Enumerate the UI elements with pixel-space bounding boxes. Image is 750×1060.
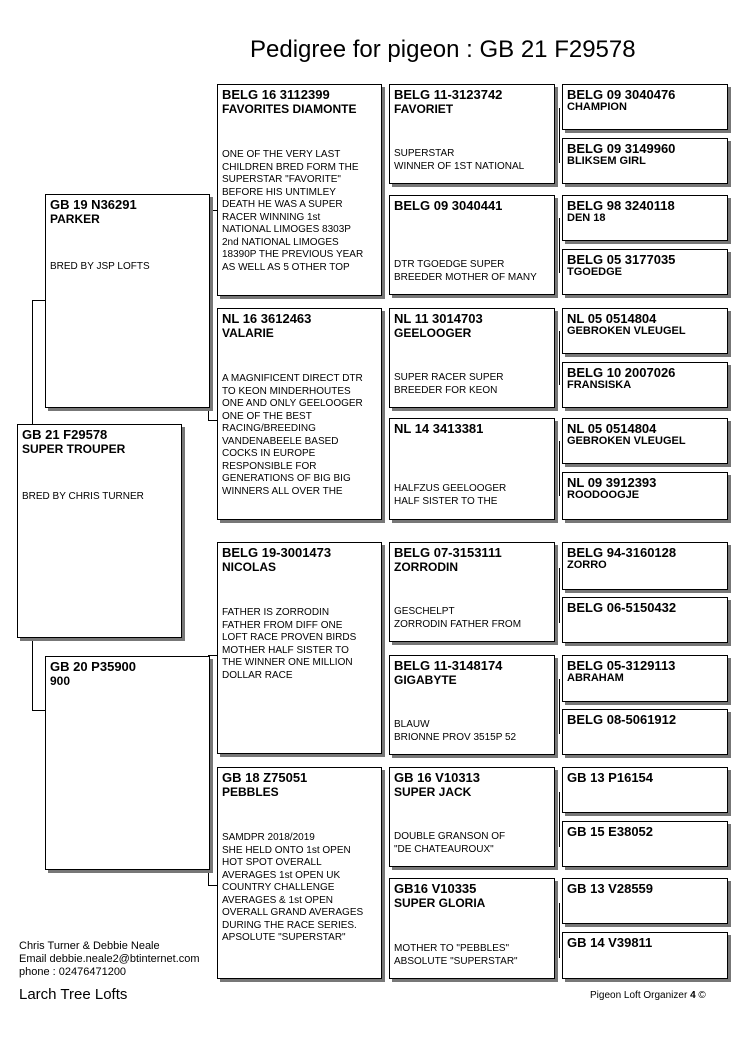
pigeon-notes: ONE OF THE VERY LAST CHILDREN BRED FORM THE SUPERSTAR "FAVORITE" BEFORE HIS UNTIMLEY DEATH HE WAS A SUPER RACER WINNING 1st NATIONAL LIMOGES 8303P 2nd NATIONAL LIMOGES 18390P THE PREVIOUS YEAR AS WELL AS 5 OTHER TOP	[222, 149, 364, 273]
owner-contact	[19, 940, 200, 979]
pigeon-name: PARKER	[50, 212, 100, 226]
ring-number: GB 13 P16154	[567, 770, 654, 785]
pedigree-box-gg-grandparent[interactable]	[562, 362, 728, 408]
pigeon-notes: SUPERSTAR WINNER OF 1ST NATIONAL	[394, 148, 525, 172]
pedigree-box-great-grandparent[interactable]	[389, 542, 555, 642]
pigeon-name: SUPER JACK	[394, 785, 472, 799]
pigeon-name: GEBROKEN VLEUGEL	[567, 435, 686, 447]
ring-number: GB 14 V39811	[567, 935, 653, 950]
ring-number: NL 09 3912393	[567, 475, 657, 490]
pigeon-name: GIGABYTE	[394, 673, 457, 687]
ring-number: BELG 09 3040441	[394, 198, 503, 213]
pedigree-box-dam-dam[interactable]	[217, 767, 382, 979]
pigeon-name: FAVORITES DIAMONTE	[222, 102, 357, 116]
pigeon-name: FAVORIET	[394, 102, 454, 116]
connector-line	[559, 331, 560, 385]
connector-line	[559, 441, 560, 496]
connector-line	[559, 792, 560, 847]
connector-line	[559, 679, 560, 734]
pigeon-name: SUPER TROUPER	[22, 442, 126, 456]
ring-number: NL 14 3413381	[394, 421, 484, 436]
pedigree-box-gg-grandparent[interactable]	[562, 308, 728, 354]
pigeon-name: TGOEDGE	[567, 266, 623, 278]
pedigree-box-gg-grandparent[interactable]	[562, 821, 728, 867]
ring-number: BELG 09 3040476	[567, 87, 676, 102]
pigeon-name: VALARIE	[222, 326, 274, 340]
organizer-name: Pigeon Loft Organizer	[590, 990, 688, 1001]
pedigree-box-gg-grandparent[interactable]	[562, 249, 728, 295]
pigeon-name: ZORRO	[567, 559, 607, 571]
pedigree-box-great-grandparent[interactable]	[389, 84, 555, 184]
pigeon-notes: A MAGNIFICENT DIRECT DTR TO KEON MINDERHOUTES ONE AND ONLY GEELOOGER ONE OF THE BEST RACING/BREEDING VANDENABEELE BASED COCKS IN EUROPE RESPONSIBLE FOR GENERATIONS OF BIG BIG WINNERS ALL OVER THE	[222, 373, 363, 497]
pedigree-box-great-grandparent[interactable]	[389, 418, 555, 520]
connector-line	[382, 355, 383, 465]
pedigree-box-dam-sire[interactable]	[217, 542, 382, 754]
pigeon-notes: DOUBLE GRANSON OF "DE CHATEAUROUX"	[394, 831, 506, 855]
pigeon-name: GEELOOGER	[394, 326, 472, 340]
loft-name: Larch Tree Lofts	[19, 986, 128, 1003]
pigeon-name: BLIKSEM GIRL	[567, 155, 646, 167]
pigeon-name: SUPER GLORIA	[394, 896, 486, 910]
pigeon-notes: HALFZUS GEELOOGER HALF SISTER TO THE	[394, 483, 507, 507]
pigeon-notes: SAMDPR 2018/2019 SHE HELD ONTO 1st OPEN HOT SPOT OVERALL AVERAGES 1st OPEN UK COUNTRY CHALLENGE AVERAGES & 1st OPEN OVERALL GRAND AVERAGES DURING THE RACE SERIES. APSOLUTE "SUPERSTAR"	[222, 832, 364, 943]
pedigree-box-great-grandparent[interactable]	[389, 655, 555, 755]
ring-number: BELG 08-5061912	[567, 712, 677, 727]
connector-line	[559, 568, 560, 623]
ring-number: GB 20 P35900	[50, 659, 137, 674]
ring-number: BELG 11-3123742	[394, 87, 503, 102]
owner-phone: phone : 02476471200	[19, 966, 127, 978]
pigeon-notes: FATHER IS ZORRODIN FATHER FROM DIFF ONE LOFT RACE PROVEN BIRDS MOTHER HALF SISTER TO THE WINNER ONE MILLION DOLLAR RACE	[222, 607, 357, 681]
pedigree-box-gg-grandparent[interactable]	[562, 542, 728, 590]
pedigree-box-sire[interactable]	[45, 194, 210, 408]
connector-line	[382, 597, 383, 707]
pedigree-box-gg-grandparent[interactable]	[562, 195, 728, 241]
pigeon-notes: MOTHER TO "PEBBLES" ABSOLUTE "SUPERSTAR"	[394, 943, 518, 967]
ring-number: NL 16 3612463	[222, 311, 312, 326]
page-title: Pedigree for pigeon : GB 21 F29578	[250, 36, 636, 63]
ring-number: GB 13 V28559	[567, 881, 654, 896]
pedigree-box-great-grandparent[interactable]	[389, 308, 555, 408]
ring-number: GB 16 V10313	[394, 770, 481, 785]
ring-number: BELG 05-3129113	[567, 658, 676, 673]
pigeon-name: PEBBLES	[222, 785, 279, 799]
pigeon-name: ZORRODIN	[394, 560, 458, 574]
ring-number: GB 19 N36291	[50, 197, 137, 212]
pigeon-notes: DTR TGOEDGE SUPER BREEDER MOTHER OF MANY	[394, 259, 537, 283]
ring-number: GB 18 Z75051	[222, 770, 308, 785]
pedigree-box-gg-grandparent[interactable]	[562, 472, 728, 520]
pedigree-box-gg-grandparent[interactable]	[562, 138, 728, 184]
pedigree-box-great-grandparent[interactable]	[389, 767, 555, 867]
pedigree-box-great-grandparent[interactable]	[389, 878, 555, 979]
software-credit	[590, 990, 706, 1001]
pigeon-notes: BRED BY CHRIS TURNER	[22, 491, 144, 502]
ring-number: BELG 16 3112399	[222, 87, 330, 102]
ring-number: BELG 05 3177035	[567, 252, 676, 267]
pedigree-box-gg-grandparent[interactable]	[562, 418, 728, 464]
pedigree-box-gg-grandparent[interactable]	[562, 767, 728, 813]
connector-line	[382, 130, 383, 240]
pigeon-name: DEN 18	[567, 212, 606, 224]
pigeon-notes: BRED BY JSP LOFTS	[50, 261, 150, 272]
connector-line	[559, 218, 560, 273]
pedigree-box-gg-grandparent[interactable]	[562, 709, 728, 755]
pigeon-name: ROODOOGJE	[567, 489, 640, 501]
page-number: 4	[690, 990, 696, 1001]
ring-number: BELG 09 3149960	[567, 141, 676, 156]
ring-number: BELG 10 2007026	[567, 365, 676, 380]
pigeon-notes: SUPER RACER SUPER BREEDER FOR KEON	[394, 372, 504, 396]
connector-line	[382, 820, 383, 932]
pedigree-box-sire-sire[interactable]	[217, 84, 382, 296]
ring-number: NL 05 0514804	[567, 421, 657, 436]
ring-number: GB16 V10335	[394, 881, 477, 896]
pigeon-notes: GESCHELPT ZORRODIN FATHER FROM	[394, 606, 522, 630]
connector-line	[559, 903, 560, 958]
ring-number: NL 05 0514804	[567, 311, 657, 326]
pedigree-box-dam[interactable]	[45, 656, 210, 870]
owner-names: Chris Turner & Debbie Neale	[19, 940, 160, 952]
ring-number: BELG 11-3148174	[394, 658, 503, 673]
pedigree-box-great-grandparent[interactable]	[389, 195, 555, 295]
ring-number: BELG 94-3160128	[567, 545, 677, 560]
pedigree-box-subject[interactable]	[17, 424, 182, 638]
copyright-symbol: ©	[698, 990, 706, 1001]
ring-number: GB 15 E38052	[567, 824, 654, 839]
pigeon-name: 900	[50, 674, 71, 688]
ring-number: NL 11 3014703	[394, 311, 483, 326]
pigeon-notes: BLAUW BRIONNE PROV 3515P 52	[394, 719, 517, 743]
ring-number: BELG 19-3001473	[222, 545, 332, 560]
pigeon-name: CHAMPION	[567, 101, 627, 113]
pigeon-name: ABRAHAM	[567, 672, 624, 684]
pigeon-name: GEBROKEN VLEUGEL	[567, 325, 686, 337]
owner-email: Email debbie.neale2@btinternet.com	[19, 953, 200, 965]
pedigree-box-gg-grandparent[interactable]	[562, 597, 728, 643]
pedigree-box-sire-dam[interactable]	[217, 308, 382, 520]
pedigree-box-gg-grandparent[interactable]	[562, 932, 728, 979]
pedigree-box-gg-grandparent[interactable]	[562, 878, 728, 924]
pigeon-name: FRANSISKA	[567, 379, 632, 391]
pedigree-box-gg-grandparent[interactable]	[562, 655, 728, 702]
connector-line	[559, 108, 560, 163]
pigeon-name: NICOLAS	[222, 560, 276, 574]
ring-number: BELG 06-5150432	[567, 600, 677, 615]
connector-line	[32, 300, 46, 301]
pedigree-box-gg-grandparent[interactable]	[562, 84, 728, 130]
ring-number: BELG 07-3153111	[394, 545, 502, 560]
connector-line	[32, 710, 46, 711]
ring-number: BELG 98 3240118	[567, 198, 675, 213]
ring-number: GB 21 F29578	[22, 427, 108, 442]
